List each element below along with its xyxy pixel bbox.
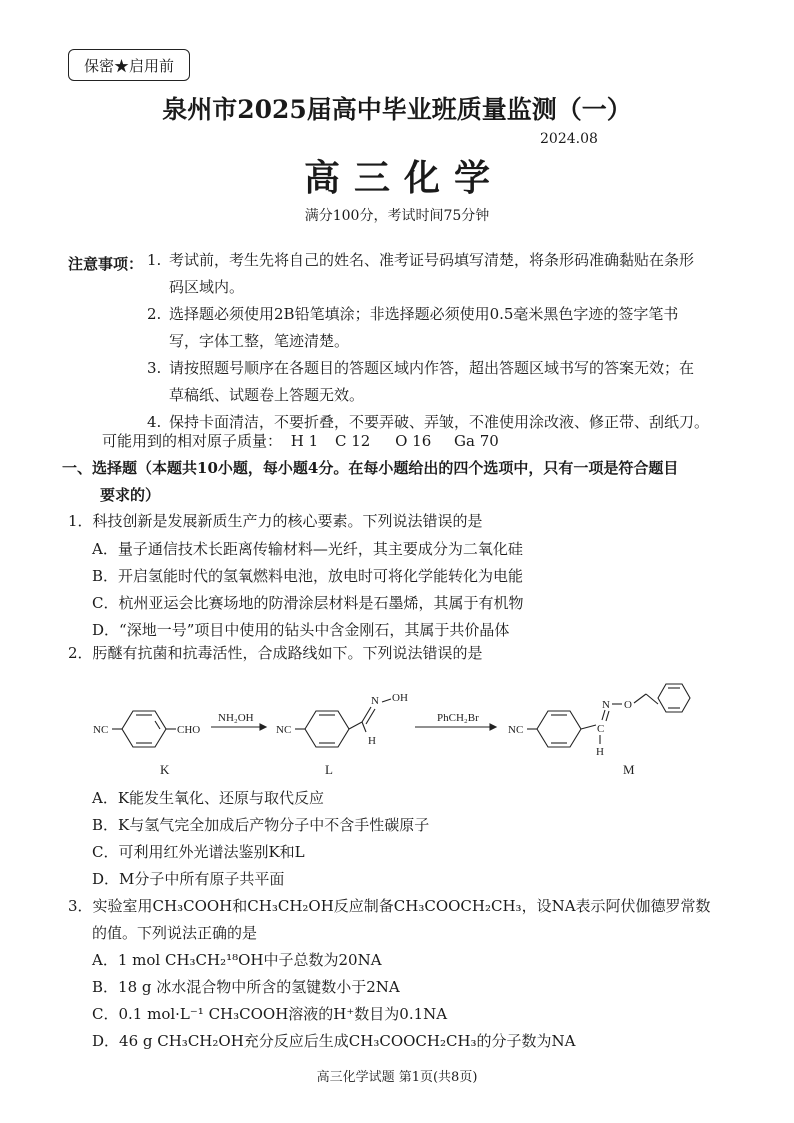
question-3-stem: 3．实验室用CH₃COOH和CH₃CH₂OH反应制备CH₃COOCH₂CH₃，设NA表示阿伏伽德罗常数 (68, 897, 711, 915)
exam-date: 2024.08 (540, 131, 598, 147)
label-m: M (623, 762, 635, 777)
svg-text:NC: NC (276, 724, 292, 736)
svg-text:OH: OH (392, 692, 408, 704)
exam-title: 泉州市2025届高中毕业班质量监测（一） (162, 95, 632, 124)
svg-text:H: H (596, 746, 604, 758)
svg-text:H: H (368, 735, 376, 747)
q1-option-d: D．“深地一号”项目中使用的钻头中含金刚石，其属于共价晶体 (92, 621, 510, 639)
reaction-arrow-1 (211, 712, 266, 730)
label-k: K (160, 762, 170, 777)
svg-text:N: N (602, 699, 610, 711)
question-2-stem: 2．肟醚有抗菌和抗毒活性，合成路线如下。下列说法错误的是 (68, 644, 483, 662)
synthesis-scheme (0, 670, 794, 785)
q2-option-a: A．K能发生氧化、还原与取代反应 (92, 789, 325, 807)
q1-option-a: A．量子通信技术长距离传输材料—光纤，其主要成分为二氧化硅 (92, 540, 523, 558)
notice-label: 注意事项： (68, 255, 144, 273)
svg-text:O: O (624, 699, 632, 711)
q3-option-b: B．18 g 冰水混合物中所含的氢键数小于2NA (92, 978, 400, 996)
q2-option-b: B．K与氢气完全加成后产物分子中不含手性碳原子 (92, 816, 430, 834)
q3-option-d: D．46 g CH₃CH₂OH充分反应后生成CH₃COOCH₂CH₃的分子数为NA (92, 1032, 576, 1050)
notice-item: 3. 请按照题号顺序在各题目的答题区域内作答，超出答题区域书写的答案无效；在 草稿纸、试题卷上答题无效。 (147, 359, 695, 404)
svg-text:N: N (371, 695, 379, 707)
reagent-2: PhCH₂Br (437, 712, 479, 724)
q2-option-d: D．M分子中所有原子共平面 (92, 870, 285, 888)
compound-l (276, 692, 408, 777)
page-footer: 高三化学试题 第1页(共8页) (316, 1070, 478, 1085)
reaction-arrow-2 (415, 712, 496, 730)
q2-option-c: C．可利用红外光谱法鉴别K和L (92, 843, 305, 861)
reagent-1: NH₂OH (218, 712, 254, 724)
atomic-mass-line: 可能用到的相对原子质量： H 1 C 12 O 16 Ga 70 (102, 432, 499, 450)
notice-list (147, 247, 737, 436)
compound-m (508, 684, 690, 777)
svg-text:C: C (597, 723, 605, 735)
score-time: 满分100分，考试时间75分钟 (304, 208, 490, 224)
label-l: L (325, 762, 333, 777)
q1-option-b: B．开启氢能时代的氢氧燃料电池，放电时可将化学能转化为电能 (92, 567, 524, 585)
compound-k (93, 711, 200, 777)
confidential-stamp: 保密★启用前 (68, 49, 190, 81)
notice-item: 2. 选择题必须使用2B铅笔填涂；非选择题必须使用0.5毫米黑色字迹的签字笔书 写，字体工整，笔迹清楚。 (147, 305, 679, 350)
section-heading: 一、选择题（本题共10小题，每小题4分。在每小题给出的四个选项中，只有一项是符合题目 要求的） (62, 459, 679, 504)
svg-text:NC: NC (508, 724, 524, 736)
nitrile-label: NC (93, 724, 109, 736)
q3-option-a: A．1 mol CH₃CH₂¹⁸OH中子总数为20NA (92, 951, 382, 969)
aldehyde-label: CHO (177, 724, 201, 736)
question-1-stem: 1．科技创新是发展新质生产力的核心要素。下列说法错误的是 (68, 512, 483, 530)
notice-item: 1. 考试前，考生先将自己的姓名、准考证号码填写清楚，将条形码准确黏贴在条形 码区域内。 (147, 251, 695, 296)
notice-item: 4. 保持卡面清洁，不要折叠，不要弄破、弄皱，不准使用涂改液、修正带、刮纸刀。 (147, 413, 710, 431)
question-3-stem-cont: 的值。下列说法正确的是 (92, 924, 258, 942)
q3-option-c: C．0.1 mol·L⁻¹ CH₃COOH溶液的H⁺数目为0.1NA (92, 1005, 448, 1023)
subject-title: 高三化学 (303, 157, 504, 199)
q1-option-c: C．杭州亚运会比赛场地的防滑涂层材料是石墨烯，其属于有机物 (92, 594, 524, 612)
